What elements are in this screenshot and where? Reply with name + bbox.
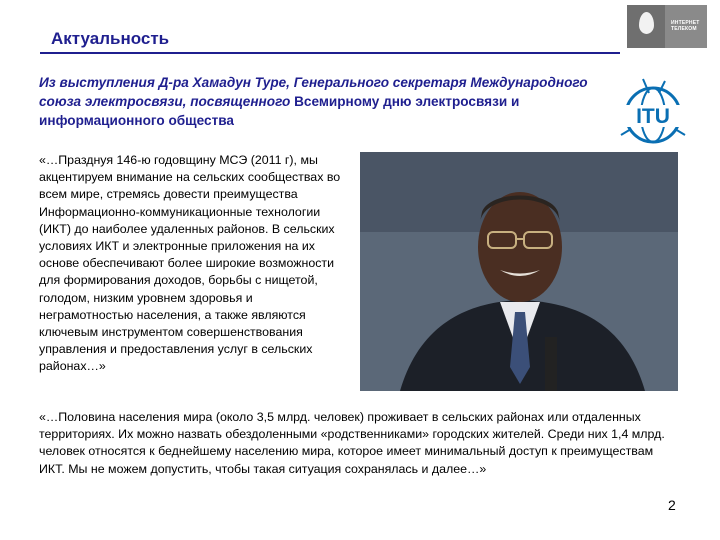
egg-icon xyxy=(639,12,654,34)
quote-paragraph-1: «…Празднуя 146-ю годовщину МСЭ (2011 г), мы акцентируем внимание на сельских сообществах во всем мире, стремясь довести преимущества Информационно-коммуникационные технологии (ИКТ) до наиболее удаленных районов. В сельских условиях ИКТ и электронные приложения на их основе обеспечивают более широкие возможности для формирования доходов, борьбы с нищетой, голодом, низким уровнем здоровья и неграмотностью населения, а также являются ключевым инструментом совершенствования управления и предоставления услуг в сельских районах…» xyxy=(39,153,341,374)
logo-wordmark-line2: ТЕЛЕКОМ xyxy=(671,26,697,32)
itu-wordmark: ITU xyxy=(636,105,670,128)
page-number: 2 xyxy=(668,497,676,513)
logo-wordmark-line1: ИНТЕРНЕТ xyxy=(671,20,700,26)
logo-wordmark xyxy=(671,20,700,32)
speaker-photo xyxy=(360,152,678,391)
company-logo xyxy=(627,5,707,48)
itu-logo-icon xyxy=(613,75,693,155)
quote-paragraph-2: «…Половина населения мира (около 3,5 млрд. человек) проживает в сельских районах или отдаленных территориях. Их можно назвать обездоленными «родственниками» городских жителей. Среди них 1,4 млрд. человек относятся к беднейшему населению мира, которое имеет минимальный доступ к преимуществам ИКТ. Мы не можем допустить, чтобы такая ситуация сохранялась и далее…» xyxy=(39,410,665,476)
speech-source-heading xyxy=(39,73,599,130)
slide-title: Актуальность xyxy=(51,29,170,48)
heading-plain-part: Всемирному дню электросвязи и информационного общества xyxy=(39,94,520,128)
logo-egg-panel xyxy=(627,5,665,48)
title-underline xyxy=(40,52,620,54)
heading-italic-part: Из выступления Д-ра Хамадун Туре, Генерального секретаря Международного союза электросвязи, посвященного xyxy=(39,75,588,109)
photo-microphone xyxy=(545,337,557,391)
